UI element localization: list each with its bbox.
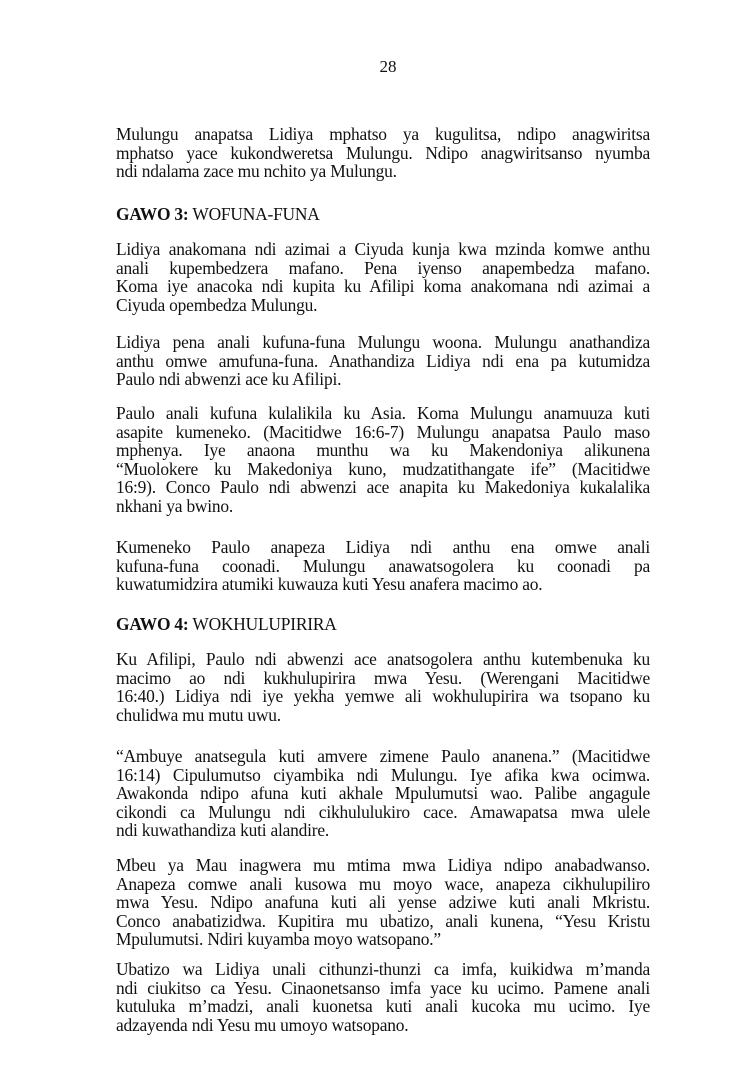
paragraph xyxy=(116,240,650,314)
paragraph-line: ndi kuwathandiza kuti alandire. xyxy=(116,820,330,841)
paragraph-line: nkhani ya bwino. xyxy=(116,495,234,516)
paragraph xyxy=(116,125,650,181)
paragraph-line: chulidwa mu mutu uwu. xyxy=(116,704,281,725)
heading-label: GAWO 4: xyxy=(116,614,189,634)
paragraph-line: Paulo ndi abwenzi ace ku Afilipi. xyxy=(116,369,342,390)
paragraph-line: kufuna-funa coonadi. Mulungu anawatsogolera ku coonadi pa xyxy=(116,555,650,576)
paragraph-line: Mbeu ya Mau inagwera mu mtima mwa Lidiya ndipo anabadwanso. xyxy=(116,855,650,875)
paragraph-line: kuwatumidzira atumiki kuwauza kuti Yesu anafera macimo ao. xyxy=(116,574,543,595)
paragraph-line: Lidiya anakomana ndi azimai a Ciyuda kunja kwa mzinda komwe anthu xyxy=(116,239,650,259)
paragraph-line: 16:14) Cipulumutso ciyambika ndi Mulungu. Iye afika kwa ocimwa. xyxy=(116,764,650,785)
paragraph-line: 16:9). Conco Paulo ndi abwenzi ace anapita ku Makedoniya kukalalika xyxy=(116,477,650,498)
paragraph-line: asapite kumeneko. (Macitidwe 16:6-7) Mulungu anapatsa Paulo maso xyxy=(116,421,650,442)
paragraph-line: anthu omwe amufuna-funa. Anathandiza Lidiya ndi ena pa kutumidza xyxy=(116,350,650,371)
paragraph-line: Anapeza comwe anali kusowa mu moyo wace, anapeza cikhulupiliro xyxy=(116,873,650,894)
paragraph-line: Ubatizo wa Lidiya unali cithunzi-thunzi ca imfa, kuikidwa m’manda xyxy=(116,959,650,979)
paragraph-line: mphatso yace kukondweretsa Mulungu. Ndipo anagwiritsanso nyumba xyxy=(116,142,650,163)
paragraph-line: anali kupembedzera mafano. Pena iyenso anapembedza mafano. xyxy=(116,257,650,278)
paragraph-line: kutuluka m’madzi, anali kuonetsa kuti anali kucoka mu ucimo. Iye xyxy=(116,996,650,1017)
paragraph xyxy=(116,650,650,724)
paragraph-line: cikondi ca Mulungu ndi cikhululukiro cace. Amawapatsa mwa ulele xyxy=(116,801,650,822)
paragraph-line: ndi ndalama zace mu nchito ya Mulungu. xyxy=(116,161,397,182)
paragraph xyxy=(116,538,650,594)
paragraph xyxy=(116,856,650,949)
section-heading xyxy=(116,615,650,634)
heading-line xyxy=(116,205,650,224)
paragraph-line: Awakonda ndipo afuna kuti akhale Mpulumutsi wao. Palibe angagule xyxy=(116,783,650,804)
section-heading xyxy=(116,205,650,224)
page-number: 28 xyxy=(379,57,397,76)
paragraph-line: Ku Afilipi, Paulo ndi abwenzi ace anatsogolera anthu kutembenuka ku xyxy=(116,649,650,669)
paragraph-line: macimo ao ndi kukhulupirira mwa Yesu. (Werengani Macitidwe xyxy=(116,667,650,688)
paragraph-line: Kumeneko Paulo anapeza Lidiya ndi anthu ena omwe anali xyxy=(116,537,650,557)
heading-label: GAWO 3: xyxy=(116,204,189,224)
heading-line xyxy=(116,615,650,634)
paragraph xyxy=(116,404,650,516)
paragraph-line: Mpulumutsi. Ndiri kuyamba moyo watsopano.” xyxy=(116,929,441,950)
paragraph-line: “Muolokere ku Makedoniya kuno, mudzatithangate ife” (Macitidwe xyxy=(116,458,650,479)
paragraph-line: 16:40.) Lidiya ndi iye yekha yemwe ali wokhulupirira wa tsopano ku xyxy=(116,686,650,707)
paragraph-line: mphenya. Iye anaona munthu wa ku Makendoniya alikunena xyxy=(116,440,650,461)
paragraph-line: Ciyuda opembedza Mulungu. xyxy=(116,294,318,315)
paragraph-line: Koma iye anacoka ndi kupita ku Afilipi koma anakomana ndi azimai a xyxy=(116,276,650,297)
paragraph-line: “Ambuye anatsegula kuti amvere zimene Paulo ananena.” (Macitidwe xyxy=(116,746,650,766)
heading-title: WOKHULUPIRIRA xyxy=(192,614,337,634)
paragraph xyxy=(116,333,650,389)
paragraph-line: adzayenda ndi Yesu mu umoyo watsopano. xyxy=(116,1014,409,1035)
paragraph-line: Lidiya pena anali kufuna-funa Mulungu woona. Mulungu anathandiza xyxy=(116,332,650,352)
paragraph-line: Paulo anali kufuna kulalikila ku Asia. Koma Mulungu anamuuza kuti xyxy=(116,403,650,423)
paragraph-line: Mulungu anapatsa Lidiya mphatso ya kugulitsa, ndipo anagwiritsa xyxy=(116,124,650,144)
paragraph xyxy=(116,747,650,840)
paragraph-line: ndi ciukitso ca Yesu. Cinaonetsanso imfa yace ku ucimo. Pamene anali xyxy=(116,977,650,998)
paragraph-line: mwa Yesu. Ndipo anafuna kuti ali yense adziwe kuti anali Mkristu. xyxy=(116,892,650,913)
heading-title: WOFUNA-FUNA xyxy=(192,204,320,224)
paragraph-line: Conco anabatizidwa. Kupitira mu ubatizo, anali kunena, “Yesu Kristu xyxy=(116,910,650,931)
paragraph xyxy=(116,960,650,1034)
